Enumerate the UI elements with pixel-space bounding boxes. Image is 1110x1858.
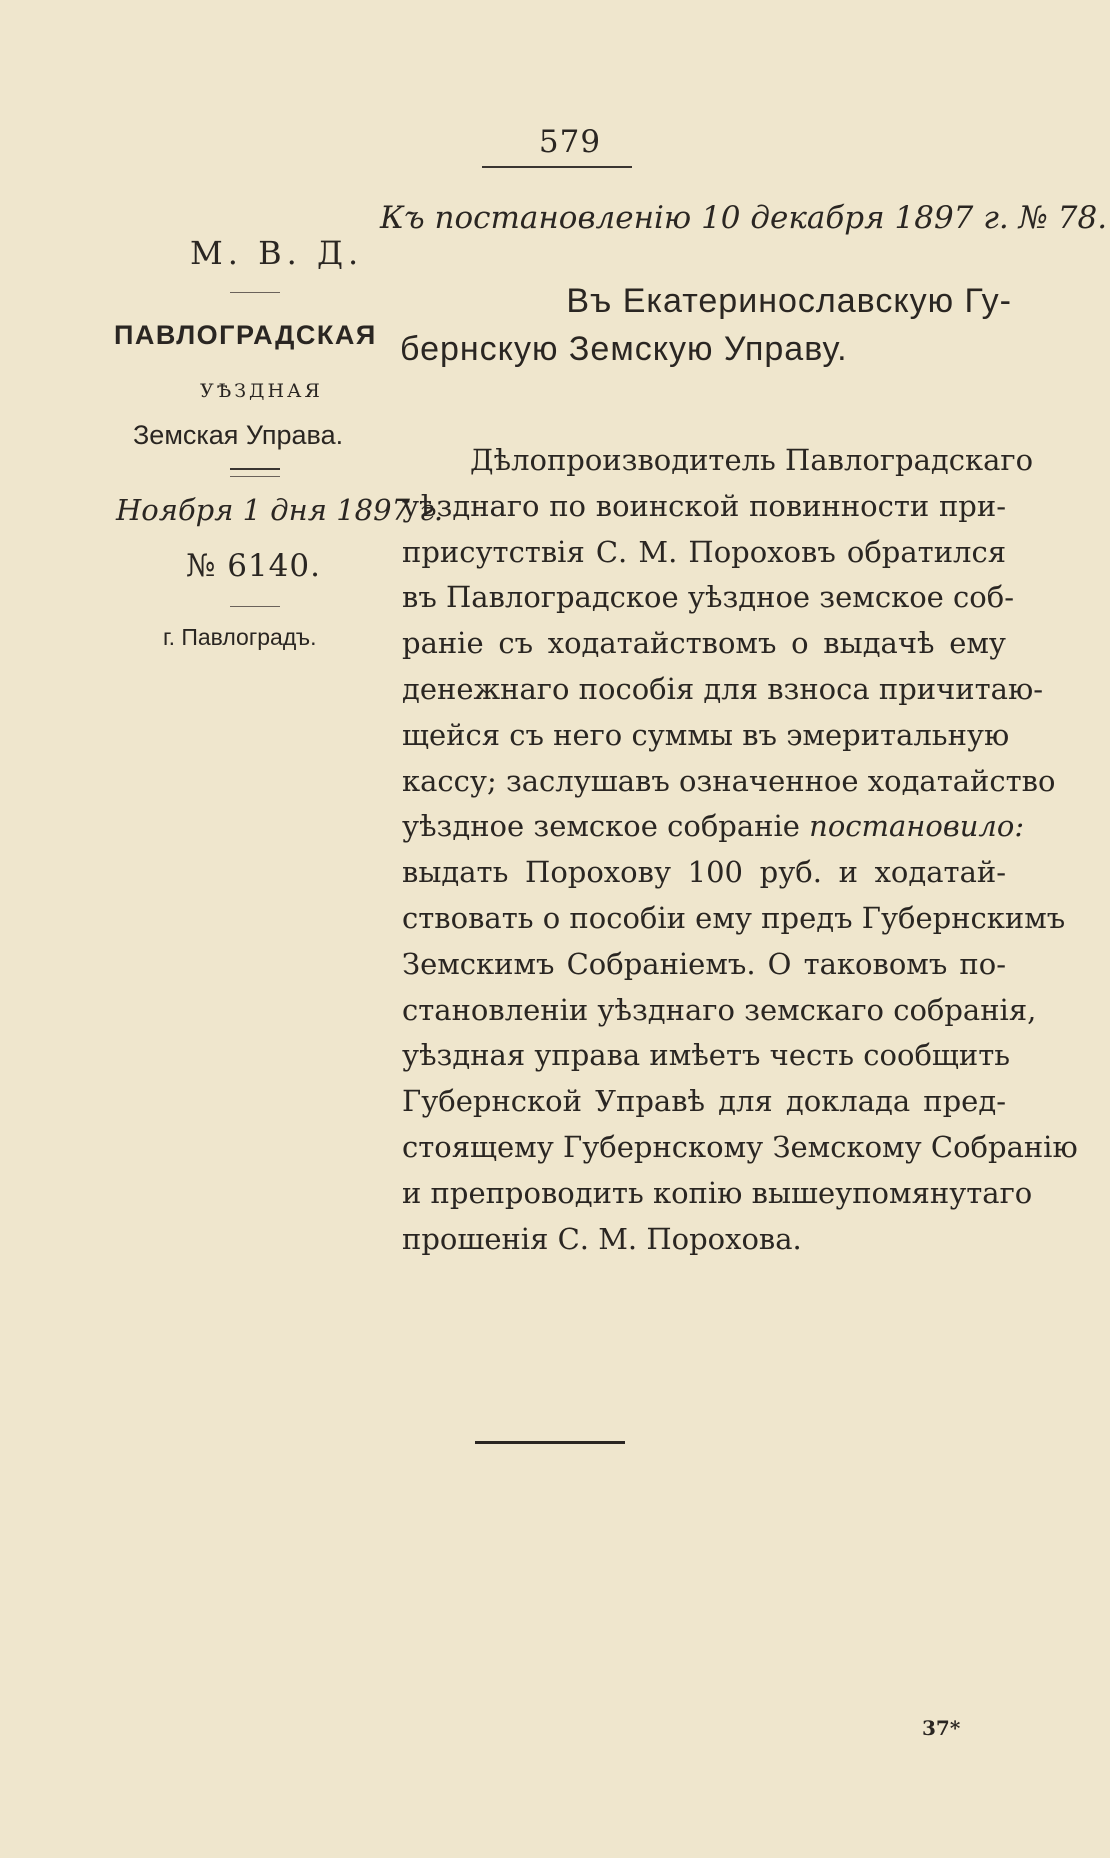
addressee-line: Въ Екатеринославскую Гу- [566,282,1012,320]
body-line: становленіи уѣзднаго земскаго собранія, [402,992,1037,1027]
body-line: прошенія С. М. Порохова. [402,1221,802,1256]
addressee-block [400,282,1012,378]
italic-resolution-word: постановило: [809,809,1025,844]
signature-mark: 37* [922,1716,961,1740]
uezd-label: УѢЗДНАЯ [200,380,323,402]
sender-city: г. Павлоградъ. [163,624,317,650]
body-line: кассу; заслушавъ означенное ходатайство [402,763,1056,798]
board-label: Земская Управа. [133,420,344,450]
letter-body [402,438,1078,1262]
divider-rule [230,292,280,293]
letter-number: № 6140. [186,548,321,584]
divider-rule [230,606,280,607]
body-line: и препроводить копію вышеупомянутаго [402,1175,1033,1210]
addressee-line: бернскую Земскую Управу. [400,330,848,368]
body-line-text: уѣздное земское собраніе [402,809,800,844]
body-line-with-italic [402,804,1025,850]
body-line: Дѣлопроизводитель Павлоградскаго [470,443,1034,477]
page-number: 579 [538,124,602,160]
body-line: въ Павлоградское уѣздное земское соб- [402,580,1014,615]
body-line: выдать Порохову 100 руб. и ходатай- [402,855,1006,890]
letter-date: Ноября 1 дня 1897 г. [116,493,444,527]
end-rule [475,1441,625,1444]
body-line: Земскимъ Собраніемъ. О таковомъ по- [402,946,1006,981]
district-name: ПАВЛОГРАДСКАЯ [114,320,377,350]
resolution-reference: Къ постановленію 10 декабря 1897 г. № 78. [380,200,1108,236]
body-line: Губернской Управѣ для доклада пред- [402,1084,1006,1119]
divider-rule-double [230,468,280,470]
body-line: уѣзднаго по воинской повинности при- [402,488,1006,523]
divider-rule-double-thin [230,476,280,477]
body-line: присутствія С. М. Пороховъ обратился [402,534,1006,569]
body-line: уѣздная управа имѣетъ честь сообщить [402,1038,1011,1073]
body-line: стоящему Губернскому Земскому Собранію [402,1129,1078,1164]
body-line: раніе съ ходатайствомъ о выдачѣ ему [402,626,1006,661]
page-number-rule [482,166,632,168]
ministry-label: М. В. Д. [190,234,364,272]
body-line: денежнаго пособія для взноса причитаю- [402,671,1043,706]
body-line: щейся съ него суммы въ эмеритальную [402,717,1010,752]
body-line: ствовать о пособіи ему предъ Губернскимъ [402,900,1066,935]
